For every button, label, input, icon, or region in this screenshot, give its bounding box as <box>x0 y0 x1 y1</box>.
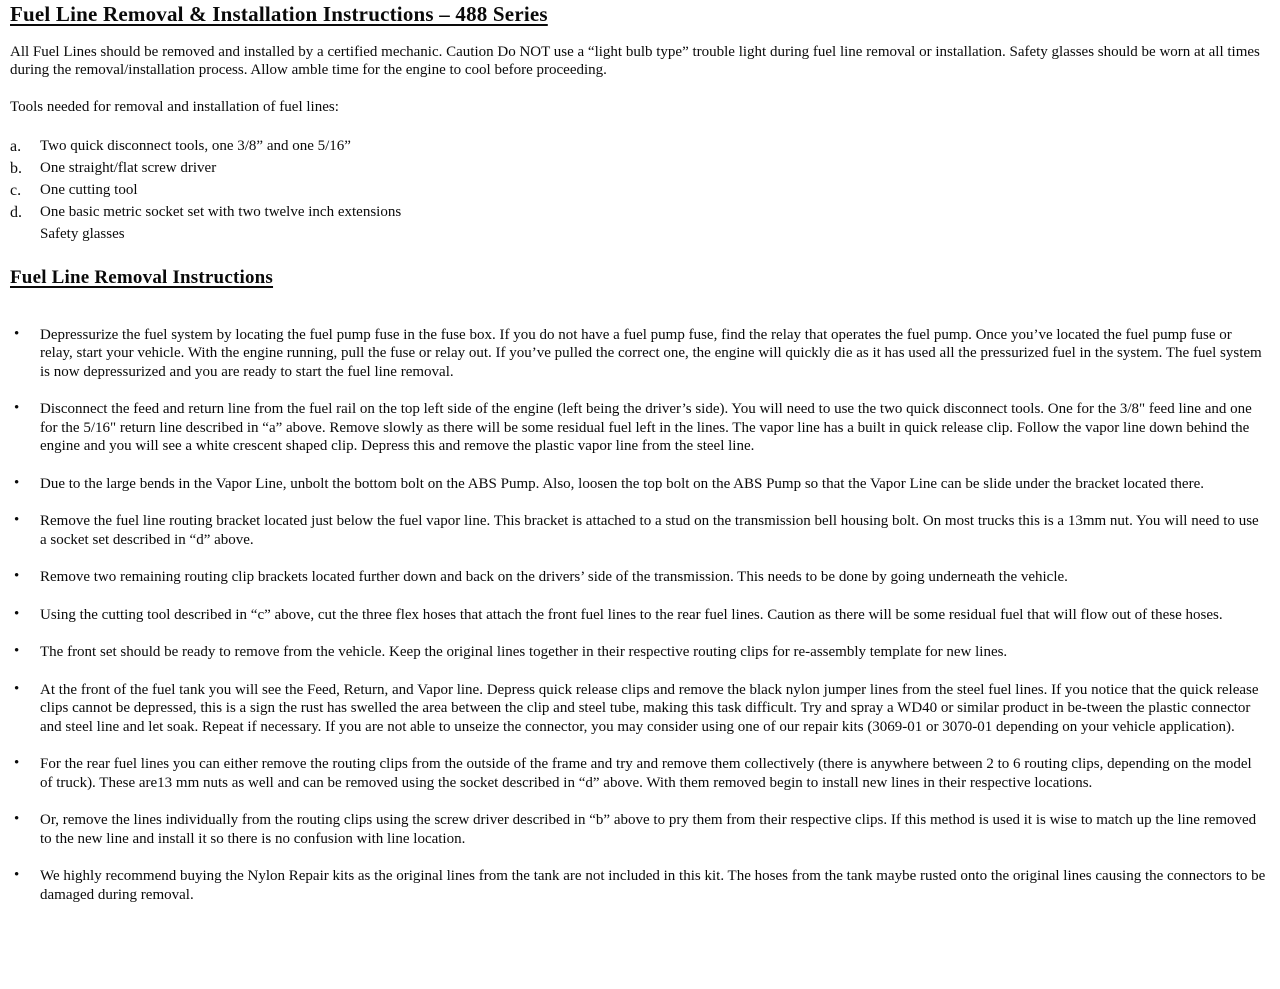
instruction-text: Due to the large bends in the Vapor Line, unbolt the bottom bolt on the ABS Pump. Also, loosen the top bolt on the ABS Pump so that the Vapor Line can be slide under the bracket located there. <box>40 475 1204 492</box>
bullet-icon: • <box>14 512 20 529</box>
tool-item-text: One basic metric socket set with two twelve inch extensions <box>40 204 402 220</box>
bullet-icon: • <box>14 755 20 772</box>
instructions-list <box>10 326 1266 905</box>
intro-paragraph: All Fuel Lines should be removed and installed by a certified mechanic. Caution Do NOT use a “light bulb type” trouble light during fuel line removal or installation. Safety glasses should be worn at all times during the removal/installation process. Allow amble time for the engine to cool before proceeding. <box>10 44 1260 78</box>
instruction-item <box>10 811 1266 848</box>
tool-item-a <box>10 138 1266 155</box>
tool-item-d <box>10 204 1266 221</box>
instruction-item <box>10 326 1266 382</box>
instruction-text: Depressurize the fuel system by locating the fuel pump fuse in the fuse box. If you do not have a fuel pump fuse, find the relay that operates the fuel pump. Once you’ve located the fuel pump fuse or relay, start your vehicle. With the engine running, pull the fuse or relay out. If you’ve pulled the correct one, the engine will quickly die as it has used all the pressurized fuel in the system. The fuel system is now depressurized and you are ready to start the fuel line removal. <box>40 326 1262 380</box>
instruction-text: We highly recommend buying the Nylon Repair kits as the original lines from the tank are not included in this kit. The hoses from the tank maybe rusted onto the original lines causing the connectors to be damaged during removal. <box>40 868 1266 903</box>
tools-list <box>10 138 1266 243</box>
tools-heading: Tools needed for removal and installation of fuel lines: <box>10 99 339 115</box>
instruction-item <box>10 512 1266 549</box>
bullet-icon: • <box>14 867 20 884</box>
bullet-icon: • <box>14 680 20 697</box>
instruction-item <box>10 755 1266 792</box>
instruction-item <box>10 643 1266 662</box>
tool-item-text: One cutting tool <box>40 182 138 198</box>
instruction-text: Or, remove the lines individually from the routing clips using the screw driver described in “b” above to pry them from their respective clips. If this method is used it is wise to match up the line removed to the new line and install it so there is no confusion with line location. <box>40 812 1257 847</box>
bullet-icon: • <box>14 400 20 417</box>
instruction-text: Disconnect the feed and return line from the fuel rail on the top left side of the engine (left being the driver’s side). You will need to use the two quick disconnect tools. One for the 3/8" feed line and one for the 5/16" return line described in “a” above. Remove slowly as there will be some residual fuel left in the lines. The vapor line has a built in quick release clip. Follow the vapor line down behind the engine and you will see a white crescent shaped clip. Depress this and remove the plastic vapor line from the steel line. <box>40 401 1252 455</box>
instruction-text: The front set should be ready to remove from the vehicle. Keep the original lines together in their respective routing clips for re-assembly template for new lines. <box>40 644 1008 661</box>
tool-item-c <box>10 182 1266 199</box>
tool-item-text: Two quick disconnect tools, one 3/8” and one 5/16” <box>40 138 351 154</box>
tool-item-marker: c. <box>10 182 22 199</box>
bullet-icon: • <box>14 605 20 622</box>
tool-item-marker: b. <box>10 160 22 177</box>
instruction-text: At the front of the fuel tank you will see the Feed, Return, and Vapor line. Depress quick release clips and remove the black nylon jumper lines from the steel fuel lines. If you notice that the quick release clips cannot be depressed, this is a sign the rust has swelled the area between the clip and steel tube, making this task difficult. Try and spray a WD40 or similar product in be-tween the plastic connector and steel line and let soak. Repeat if necessary. If you are not able to unseize the connector, you may consider using one of our repair kits (3069-01 or 3070-01 depending on your vehicle application). <box>40 681 1259 735</box>
tool-item-b <box>10 160 1266 177</box>
instruction-text: Remove two remaining routing clip brackets located further down and back on the drivers’ side of the transmission. This needs to be done by going underneath the vehicle. <box>40 569 1068 586</box>
instruction-text: Remove the fuel line routing bracket located just below the fuel vapor line. This bracket is attached to a stud on the transmission bell housing bolt. On most trucks this is a 13mm nut. You will need to use a socket set described in “d” above. <box>40 513 1259 548</box>
instruction-item <box>10 475 1266 494</box>
bullet-icon: • <box>14 811 20 828</box>
instruction-item <box>10 867 1266 904</box>
tool-item-extra: Safety glasses <box>40 226 125 242</box>
instruction-item <box>10 568 1266 587</box>
tool-item-marker: a. <box>10 138 22 155</box>
instruction-text: For the rear fuel lines you can either remove the routing clips from the outside of the frame and try and remove them collectively (there is anywhere between 2 to 6 routing clips, depending on the model of truck). These are13 mm nuts as well and can be removed using the socket described in “d” above. With them removed begin to install new lines in their respective locations. <box>40 756 1252 791</box>
document-title: Fuel Line Removal & Installation Instructions – 488 Series <box>10 2 548 26</box>
bullet-icon: • <box>14 643 20 660</box>
instruction-item <box>10 400 1266 456</box>
bullet-icon: • <box>14 568 20 585</box>
tool-item-marker: d. <box>10 204 22 221</box>
instruction-item <box>10 681 1266 737</box>
section-heading: Fuel Line Removal Instructions <box>10 267 274 288</box>
tool-item-text: One straight/flat screw driver <box>40 160 217 176</box>
instruction-text: Using the cutting tool described in “c” above, cut the three flex hoses that attach the front fuel lines to the rear fuel lines. Caution as there will be some residual fuel that will flow out of these hoses. <box>40 606 1223 623</box>
bullet-icon: • <box>14 325 20 342</box>
instruction-item <box>10 606 1266 625</box>
bullet-icon: • <box>14 474 20 491</box>
